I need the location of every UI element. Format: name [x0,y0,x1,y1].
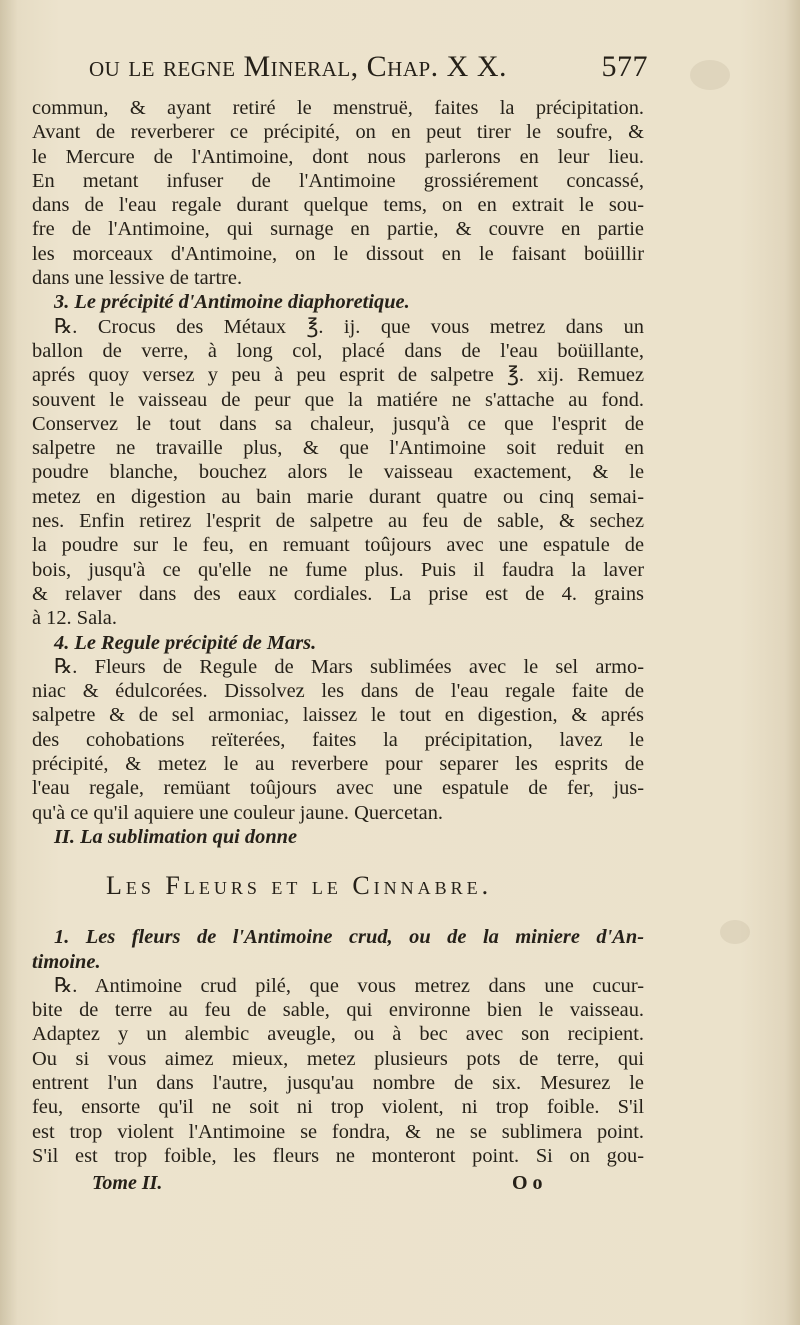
text-block-2 [32,925,644,1168]
text-line: Ou si vous aimez mieux, metez plusieurs pots de terre, qui [32,1047,644,1070]
text-line: nes. Enfin retirez l'esprit de salpetre au feu de sable, & sechez [32,510,644,533]
text-line: entrent l'un dans l'autre, jusqu'au nombre de six. Mesurez le [32,1071,644,1094]
text-line: bite de terre au feu de sable, qui environne bien le vaisseau. [32,999,644,1022]
text-line: feu, ensorte qu'il ne soit ni trop violent, ni trop foible. S'il [32,1096,644,1119]
text-line: ℞. Crocus des Métaux ℥. ij. que vous metrez dans un [54,315,644,338]
text-line: ℞. Antimoine crud pilé, que vous metrez dans une cucur- [54,974,644,997]
page-header [32,50,648,96]
text-line: fre de l'Antimoine, qui surnage en partie, & couvre en partie [32,218,644,241]
text-line: des cohobations reïterées, faites la précipitation, lavez le [32,728,644,751]
text-line: Adaptez y un alembic aveugle, ou à bec avec son recipient. [32,1023,644,1046]
text-line: ballon de verre, à long col, placé dans de l'eau boüillante, [32,339,644,362]
text-line: niac & édulcorées. Dissolvez les dans de l'eau regale faite de [32,680,644,703]
text-line: souvent le vaisseau de peur que la matiére ne s'attache au fond. [32,388,644,411]
text-line: bois, jusqu'à ce qu'elle ne fume plus. Puis il faudra la laver [32,558,644,581]
text-line: à 12. Sala. [32,607,117,630]
text-line: est trop violent l'Antimoine se fondra, & ne se sublimera point. [32,1120,644,1143]
text-line: qu'à ce qu'il aquiere une couleur jaune. Quercetan. [32,801,443,824]
text-line: Conservez le tout dans sa chaleur, jusqu'à ce que l'esprit de [32,412,644,435]
page-footer [32,1168,644,1198]
signature-mark: O o [512,1172,543,1195]
text-line: précipité, & metez le au reverbere pour separer les esprits de [32,753,644,776]
text-line: Avant de reverberer ce précipité, on en peut tirer le soufre, & [32,121,644,144]
text-line: 3. Le précipité d'Antimoine diaphoretique. [54,291,410,314]
text-line: metez en digestion au bain marie durant quatre ou cinq semai- [32,485,644,508]
text-line: poudre blanche, bouchez alors le vaisseau exactement, & le [32,461,644,484]
running-title: ou le regne Mineral, Chap. X X. [89,50,507,83]
section-title: Les Fleurs et le Cinnabre. [106,871,493,901]
text-line: II. La sublimation qui donne [54,825,298,848]
text-line: commun, & ayant retiré le menstruë, faites la précipitation. [32,97,644,119]
text-line: En metant infuser de l'Antimoine grossiérement concassé, [32,169,644,192]
text-line: salpetre ne travaille plus, & que l'Antimoine soit reduit en [32,437,644,460]
text-line: dans une lessive de tartre. [32,267,243,290]
text-line: salpetre & de sel armoniac, laissez le tout en digestion, & aprés [32,704,644,727]
text-line: 4. Le Regule précipité de Mars. [54,631,317,654]
paper-stain [720,920,750,944]
text-line: aprés quoy versez y peu à peu esprit de salpetre ℥. xij. Remuez [32,364,644,387]
tome-label: Tome II. [92,1172,163,1195]
text-line: le Mercure de l'Antimoine, dont nous parlerons en leur lieu. [32,145,644,168]
page-number: 577 [601,50,648,83]
text-line: timoine. [32,950,101,973]
text-block-1 [32,96,644,849]
text-line: dans de l'eau regale durant quelque tems, on en extrait le sou- [32,194,644,217]
text-line: ℞. Fleurs de Regule de Mars sublimées avec le sel armo- [54,655,644,678]
text-line: les morceaux d'Antimoine, on le dissout en le faisant boüillir [32,242,644,265]
text-line: & relaver dans des eaux cordiales. La prise est de 4. grains [32,582,644,605]
page-text [32,50,648,1198]
text-line: 1. Les fleurs de l'Antimoine crud, ou de la miniere d'An- [54,926,644,949]
text-line: la poudre sur le feu, en remuant toûjours avec une espatule de [32,534,644,557]
text-line: l'eau regale, remüant toûjours avec une espatule de fer, jus- [32,777,644,800]
paper-stain [690,60,730,90]
text-line: S'il est trop foible, les fleurs ne monteront point. Si on gou- [32,1144,644,1167]
